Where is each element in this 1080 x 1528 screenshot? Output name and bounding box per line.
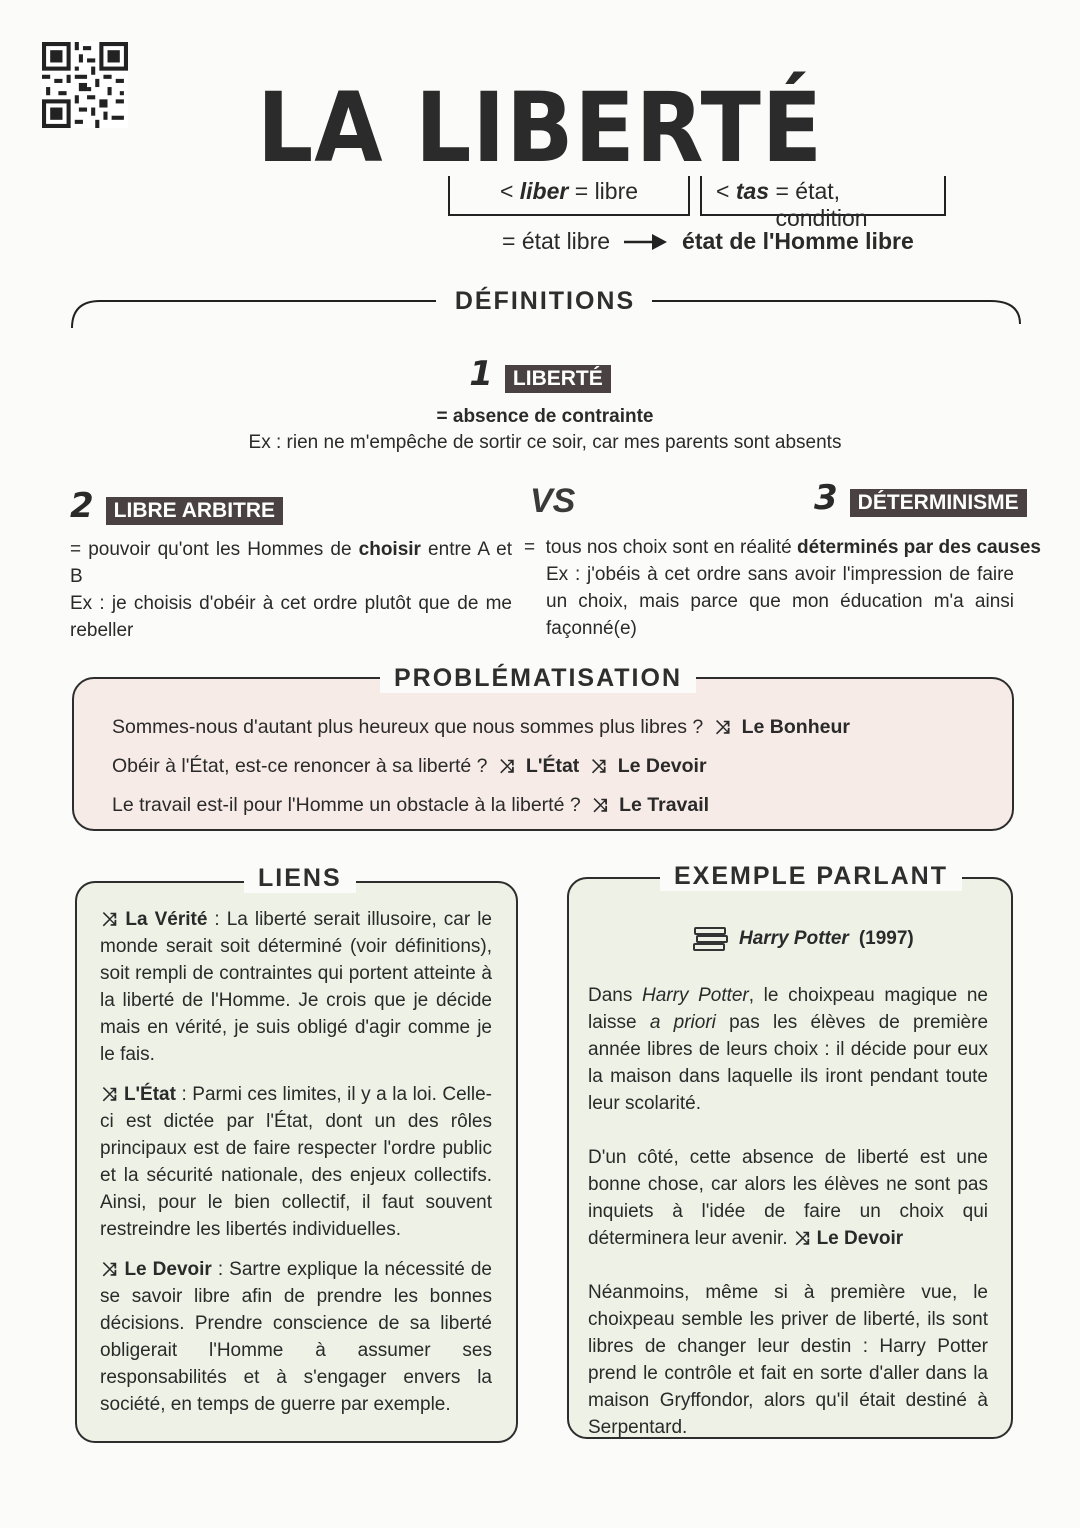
question-row: Le travail est-il pour l'Homme un obstacle à la liberté ? ⤨ Le Travail (112, 786, 850, 825)
definition-number: 2 (70, 486, 94, 526)
link-l-etat[interactable]: L'État (123, 1084, 176, 1105)
question-row: Obéir à l'État, est-ce renoncer à sa liberté ? ⤨ L'État ⤨ Le Devoir (112, 747, 850, 786)
exemple-paragraph: Dans Harry Potter, le choixpeau magique ne laisse a priori pas les élèves de première année libres de leurs choix : il décide pour eux la maison dans laquelle ils iront pendant toute leur scolarité. (588, 985, 989, 1114)
book-year: (1997) (858, 928, 914, 949)
problematisation-questions (112, 708, 850, 825)
link-la-verite[interactable]: La Vérité (125, 909, 208, 930)
definition-determinisme-example: Ex : j'obéis à cet ordre sans avoir l'impression de faire un choix, mais parce que mon éducation m'a ainsi façonné(e) (546, 564, 1014, 639)
exemple-paragraph: D'un côté, cette absence de liberté est une bonne chose, car alors les élèves ne sont pas inquiets à l'idée de faire un choix qui déterminera leur avenir. ⤨ Le Devoir (588, 1144, 988, 1252)
problematisation-heading: PROBLÉMATISATION (380, 664, 696, 693)
question-row: Sommes-nous d'autant plus heureux que nous sommes plus libres ? ⤨ Le Bonheur (112, 708, 850, 747)
definition-determinisme (814, 478, 1027, 518)
book-title: Harry Potter (739, 928, 849, 949)
definitions-heading: DÉFINITIONS (454, 287, 636, 315)
liens-content (100, 906, 492, 1431)
etymology-result: = état libre état de l'Homme libre (502, 228, 914, 254)
shuffle-icon: ⤨ (499, 756, 514, 776)
exemple-heading: EXEMPLE PARLANT (660, 862, 962, 891)
definition-number: 3 (814, 478, 838, 518)
link-le-devoir[interactable]: Le Devoir (124, 1259, 212, 1280)
page-title: LA LIBERTÉ (256, 72, 823, 184)
arrow-right-icon (624, 233, 668, 251)
book-reference (693, 926, 914, 952)
versus-label: VS (530, 482, 576, 520)
book-icon (693, 926, 729, 952)
shuffle-icon: ⤨ (102, 1084, 117, 1104)
link-l-etat[interactable]: L'État (525, 755, 580, 777)
shuffle-icon: ⤨ (591, 756, 606, 776)
shuffle-icon: ⤨ (715, 717, 730, 737)
etymology-liber: < liber = libre (448, 176, 690, 216)
link-le-travail[interactable]: Le Travail (619, 794, 710, 816)
etymology-word-tas: tas (735, 178, 770, 204)
definition-liberte-def: = absence de contrainte (436, 406, 654, 427)
definition-determinisme-text: = tous nos choix sont en réalité déterminés par des causes Ex : j'obéis à cet ordre sans avoir l'impression de faire un choix, mais parce que mon éducation m'a ainsi façonné(e) (524, 534, 1014, 642)
definition-liberte-text (0, 404, 1080, 456)
shuffle-icon: ⤨ (794, 1228, 810, 1248)
definition-tag: LIBERTÉ (505, 365, 611, 393)
shuffle-icon: ⤨ (592, 795, 608, 815)
etymology-word-liber: liber (519, 178, 569, 204)
liens-item: ⤨ La Vérité : La liberté serait illusoire, car le monde serait soit déterminé (voir définitions), soit rempli de contraintes qui portent atteinte à la liberté de l'Homme. Je crois que je décide mais en vérité, je suis obligé d'agir comme je le fais. (100, 906, 492, 1068)
liens-heading: LIENS (244, 864, 356, 893)
link-le-bonheur[interactable]: Le Bonheur (741, 716, 850, 738)
exemple-paragraph: Néanmoins, même si à première vue, le choixpeau semble les priver de liberté, ils sont libres de changer leur destin : Harry Potter prend le contrôle et fait en sorte d'aller dans la maison Gryffondor, alors qu'il était destiné à Serpentard. (588, 1282, 988, 1438)
definition-libre-arbitre-example: Ex : je choisis d'obéir à cet ordre plutôt que de me rebeller (70, 593, 512, 641)
definition-liberte (0, 354, 1080, 394)
liens-item: ⤨ L'État : Parmi ces limites, il y a la loi. Celle-ci est dictée par l'État, dont un des rôles principaux est de faire respecter l'ordre public et la sécurité nationale, des enjeux collectifs. Ainsi, pour le bien collectif, il faut souvent restreindre les libertés individuelles. (100, 1081, 492, 1243)
etymology-meaning: état de l'Homme libre (682, 228, 914, 254)
definition-liberte-example: Ex : rien ne m'empêche de sortir ce soir, car mes parents sont absents (248, 432, 842, 453)
link-le-devoir[interactable]: Le Devoir (816, 1228, 904, 1249)
definition-libre-arbitre-text: = pouvoir qu'ont les Hommes de choisir entre A et B Ex : je choisis d'obéir à cet ordre plutôt que de me rebeller (70, 536, 512, 644)
exemple-content (588, 982, 988, 1468)
definition-tag: DÉTERMINISME (850, 489, 1027, 517)
definition-libre-arbitre (70, 486, 283, 526)
liens-item: ⤨ Le Devoir : Sartre explique la nécessité de se savoir libre afin de prendre les bonnes décisions. Prendre conscience de sa liberté obligerait l'Homme à assumer ses responsabilités et à s'engager envers la société, en temps de guerre par exemple. (100, 1256, 492, 1418)
definition-number: 1 (469, 354, 493, 394)
link-le-devoir[interactable]: Le Devoir (617, 755, 707, 777)
shuffle-icon: ⤨ (102, 1259, 117, 1279)
shuffle-icon: ⤨ (102, 909, 117, 929)
definition-tag: LIBRE ARBITRE (106, 497, 283, 525)
etymology-tas: < tas = état, condition (700, 176, 946, 216)
